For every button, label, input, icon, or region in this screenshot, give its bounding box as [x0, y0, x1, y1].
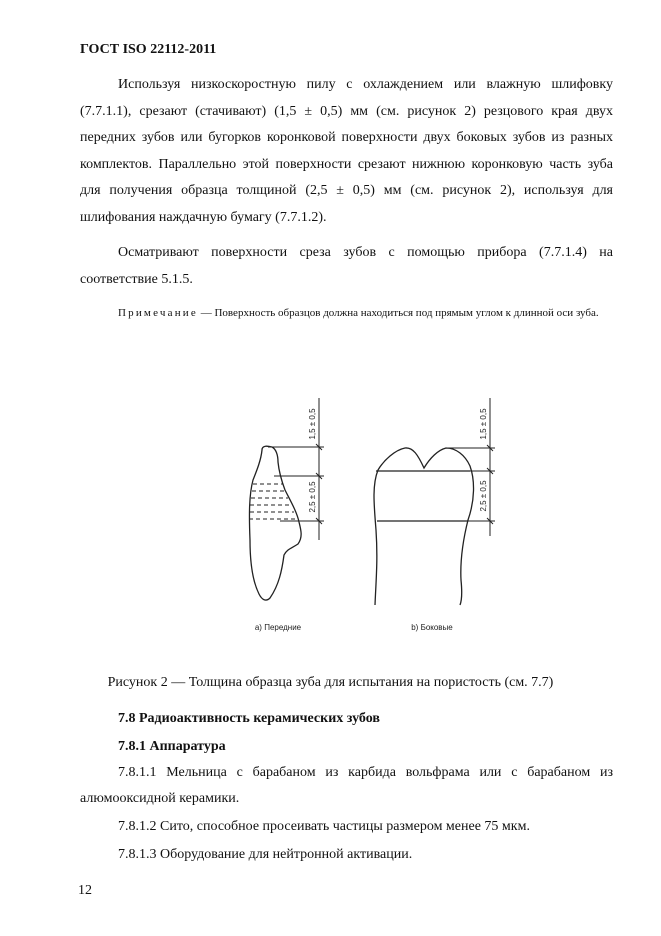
note [80, 302, 613, 325]
front-tooth-drawing [249, 446, 301, 600]
document-header: ГОСТ ISO 22112-2011 [80, 42, 217, 57]
figure-caption: Рисунок 2 — Толщина образца зуба для испытания на пористость (см. 7.7) [107, 675, 554, 690]
side-tooth-drawing [374, 448, 474, 605]
front-dim-top: 1,5 ± 0,5 [308, 408, 317, 440]
item-7-8-1-3: 7.8.1.3 Оборудование для нейтронной активации. [118, 847, 413, 862]
figure-2-teeth-diagram [0, 395, 661, 640]
note-text: — Поверхность образцов должна находиться под прямым углом к длинной оси зуба. [197, 307, 599, 319]
page-number: 12 [78, 883, 92, 898]
paragraph-inspection: Осматривают поверхности среза зубов с помощью прибора (7.7.1.4) на соответствие 5.1.5. [80, 245, 613, 287]
paragraph-cutting: Используя низкоскоростную пилу с охлаждением или влажную шлифовку (7.7.1.1), срезают (стачивают) (1,5 ± 0,5) мм (см. рисунок 2) резцового края двух передних зубов или бугорков коронковой поверхности двух боковых зубов из разных комплектов. Параллельно этой поверхности срезают нижнюю коронковую часть зуба для получения образца толщиной (2,5 ± 0,5) мм (см. рисунок 2), используя для шлифования наждачную бумагу (7.7.1.2). [80, 77, 613, 225]
item-7-8-1-1: 7.8.1.1 Мельница с барабаном из карбида вольфрама или с барабаном из алюмооксидной керамики. [80, 765, 613, 806]
label-front-teeth: a) Передние [254, 623, 302, 632]
item-7-8-1-2: 7.8.1.2 Сито, способное просеивать частицы размером менее 75 мкм. [118, 819, 530, 834]
section-heading-7-8: 7.8 Радиоактивность керамических зубов [118, 711, 380, 726]
section-heading-7-8-1: 7.8.1 Аппаратура [118, 739, 226, 754]
side-dim-top: 1,5 ± 0,5 [479, 408, 488, 440]
label-side-teeth: b) Боковые [411, 623, 453, 632]
note-label: Примечание [118, 307, 198, 319]
front-dim-bottom: 2,5 ± 0,5 [308, 481, 317, 513]
side-dim-bottom: 2,5 ± 0,5 [479, 480, 488, 512]
